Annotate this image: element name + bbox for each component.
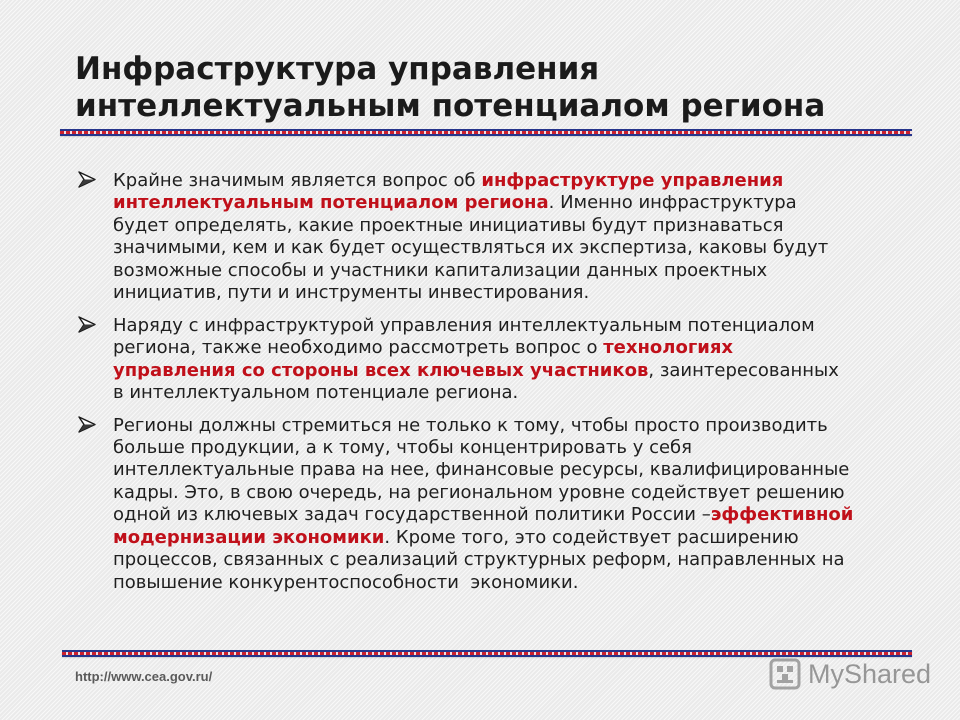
body-text: возможные способы и участники капитализации данных проектных (113, 259, 768, 281)
bullet-line (113, 360, 839, 382)
body-text: Наряду с инфраструктурой управления интеллектуальным потенциалом (113, 314, 815, 336)
bullet-line (113, 572, 853, 594)
bullet-line (113, 192, 828, 214)
bullet-text (113, 170, 828, 304)
arrow-bullet-icon (78, 315, 113, 337)
highlighted-text: интеллектуальным потенциалом региона (113, 192, 549, 214)
bullet-line (113, 282, 828, 304)
myshared-logo-icon (768, 656, 802, 692)
slide-title-line: Инфраструктура управления (75, 51, 600, 87)
highlighted-text: управления со стороны всех ключевых участников (113, 359, 649, 381)
source-url: http://www.cea.gov.ru/ (75, 669, 213, 684)
bullet-line (113, 170, 828, 192)
highlighted-text: модернизации экономики (113, 526, 385, 548)
arrow-bullet-icon (78, 415, 113, 437)
slide-title-line: интеллектуальным потенциалом региона (75, 88, 826, 124)
body-text: значимыми, кем и как будет осуществляться их экспертиза, каковы будут (113, 237, 829, 259)
body-text: . Кроме того, это содействует расширению (384, 526, 799, 548)
body-text: больше продукции, а к тому, чтобы концентрировать у себя (113, 437, 692, 459)
watermark-logo (768, 656, 931, 692)
bullet-line (113, 315, 839, 337)
title-divider (60, 129, 912, 136)
highlighted-text: инфраструктуре управления (481, 170, 784, 191)
body-text: процессов, связанных с реализаций структурных реформ, направленных на (113, 549, 845, 571)
body-text: инициатив, пути и инструменты инвестирования. (113, 282, 590, 304)
bullet-line (113, 527, 853, 549)
body-text: . Именно инфраструктура (548, 192, 797, 214)
bullet-line (113, 482, 853, 504)
arrow-bullet-icon (78, 170, 113, 192)
body-text: одной из ключевых задач государственной политики России – (113, 504, 711, 526)
body-text: Регионы должны стремиться не только к тому, чтобы просто производить (113, 414, 828, 436)
body-text: повышение конкурентоспособности экономики. (113, 571, 579, 593)
bullet-text (113, 415, 853, 594)
bullet-line (113, 459, 853, 481)
slide-title (75, 51, 825, 125)
bullet-text (113, 315, 839, 405)
bullet-item (78, 315, 853, 405)
bullet-line (113, 260, 828, 282)
body-text: в интеллектуальном потенциале региона. (113, 381, 519, 403)
bullet-line (113, 415, 853, 437)
body-text: кадры. Это, в свою очередь, на региональном уровне содействует решению (113, 481, 845, 503)
body-text: региона, также необходимо рассмотреть вопрос о (113, 337, 604, 359)
bullet-line (113, 337, 839, 359)
bullet-line (113, 382, 839, 404)
bullet-line (113, 504, 853, 526)
body-text: , заинтересованных (648, 359, 839, 381)
bullet-line (113, 215, 828, 237)
bullet-line (113, 549, 853, 571)
body-text: Крайне значимым является вопрос об (113, 170, 482, 191)
highlighted-text: технологиях (603, 337, 734, 359)
bullet-item (78, 415, 853, 594)
bullet-list (78, 170, 853, 604)
watermark-text: MyShared (808, 659, 932, 689)
bullet-item (78, 170, 853, 304)
highlighted-text: эффективной (710, 504, 854, 526)
body-text: будет определять, какие проектные инициативы будут признаваться (113, 214, 784, 236)
bullet-line (113, 237, 828, 259)
body-text: интеллектуальные права на нее, финансовые ресурсы, квалифицированные (113, 459, 850, 481)
bullet-line (113, 437, 853, 459)
